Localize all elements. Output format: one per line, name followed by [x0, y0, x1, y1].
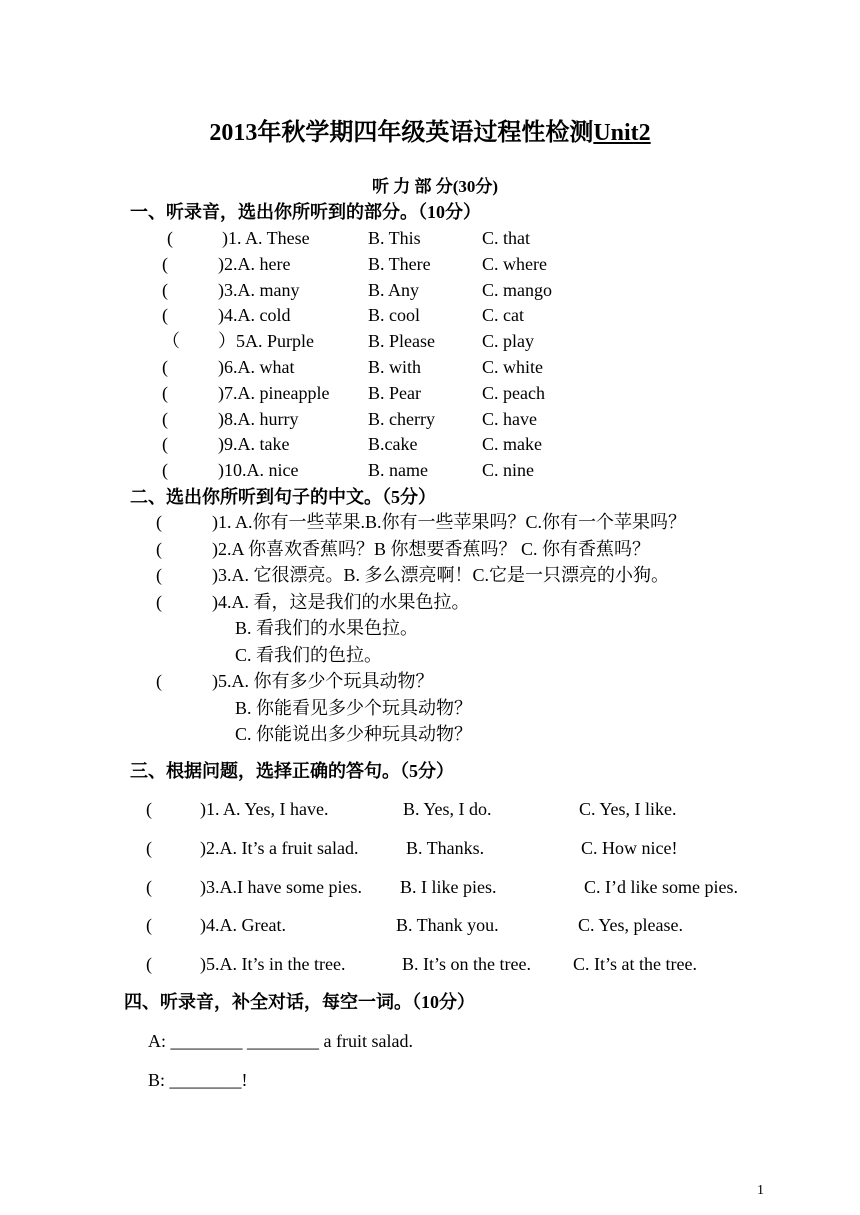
option-b: B. It’s on the tree. [402, 954, 531, 974]
option-c: C. where [482, 254, 547, 274]
option-b: B. Thanks. [406, 838, 485, 858]
answer-paren: ( [162, 434, 168, 454]
option-b: B. name [368, 460, 428, 480]
option-b: B. cool [368, 305, 420, 325]
option-a: )1. A. These [222, 228, 310, 248]
section2-heading: 二、选出你所听到句子的中文。（5分） [130, 487, 436, 507]
option-c: C. make [482, 434, 542, 454]
answer-paren: ( [167, 228, 173, 248]
section1-heading: 一、听录音，选出你所听到的部分。（10分） [130, 202, 481, 222]
option-a: )5.A. It’s in the tree. [200, 954, 346, 974]
answer-paren: ( [146, 838, 152, 858]
answer-paren: ( [146, 877, 152, 897]
option-c: C. I’d like some pies. [584, 877, 738, 897]
option-a: )10.A. nice [218, 460, 299, 480]
answer-paren: ( [146, 954, 152, 974]
option-c: C. peach [482, 383, 545, 403]
option-b: B. There [368, 254, 431, 274]
dialogue-line-a: A: ________ ________ a fruit salad. [148, 1031, 413, 1051]
option-b: B. Please [368, 331, 435, 351]
option-c: C. It’s at the tree. [573, 954, 697, 974]
option-a: )6.A. what [218, 357, 295, 377]
answer-paren: ( [162, 280, 168, 300]
option-c: C. have [482, 409, 537, 429]
answer-paren: ( [156, 592, 162, 612]
page-number: 1 [757, 1183, 764, 1198]
answer-paren: ( [162, 383, 168, 403]
answer-paren: ( [162, 254, 168, 274]
option-b: B. This [368, 228, 421, 248]
option-b: B. cherry [368, 409, 435, 429]
option-a: )9.A. take [218, 434, 290, 454]
answer-paren: ( [146, 915, 152, 935]
answer-paren: ( [156, 512, 162, 532]
option-a: )8.A. hurry [218, 409, 299, 429]
option-c: C. that [482, 228, 530, 248]
title-main: 2013年秋学期四年级英语过程性检测 [209, 120, 594, 146]
option-a: )3.A. many [218, 280, 300, 300]
option-b: B.cake [368, 434, 418, 454]
option-a: )4.A. Great. [200, 915, 286, 935]
answer-paren: ( [162, 357, 168, 377]
option-a: )7.A. pineapple [218, 383, 330, 403]
option-c: C. nine [482, 460, 534, 480]
section3-heading: 三、根据问题，选择正确的答句。（5分） [130, 761, 454, 781]
option-c: C. Yes, I like. [579, 799, 677, 819]
answer-paren: （ [162, 331, 180, 351]
option-b: B. I like pies. [400, 877, 497, 897]
option-b: B. Any [368, 280, 420, 300]
answer-paren: ( [162, 409, 168, 429]
option-c: C. mango [482, 280, 552, 300]
title-unit: Unit2 [593, 120, 651, 146]
option-b: B. with [368, 357, 422, 377]
question-line: )3.A. 它很漂亮。B. 多么漂亮啊！C.它是一只漂亮的小狗。 [212, 565, 670, 585]
answer-paren: ( [146, 799, 152, 819]
option-c: C. cat [482, 305, 524, 325]
option-line: C. 你能说出多少种玩具动物？ [235, 724, 473, 744]
option-line: B. 看我们的水果色拉。 [235, 618, 419, 638]
answer-paren: ( [156, 671, 162, 691]
dialogue-line-b: B: ________! [148, 1070, 248, 1090]
answer-paren: ( [156, 539, 162, 559]
answer-paren: ( [156, 565, 162, 585]
answer-paren: ( [162, 460, 168, 480]
option-c: C. play [482, 331, 534, 351]
option-b: B. Thank you. [396, 915, 499, 935]
question-line: )1. A.你有一些苹果.B.你有一些苹果吗？C.你有一个苹果吗？ [212, 512, 687, 532]
option-a: )3.A.I have some pies. [200, 877, 362, 897]
option-c: C. Yes, please. [578, 915, 684, 935]
option-line: B. 你能看见多少个玩具动物？ [235, 698, 473, 718]
page-title [0, 118, 860, 148]
option-a: ）5A. Purple [218, 331, 314, 351]
option-c: C. white [482, 357, 543, 377]
option-a: )4.A. cold [218, 305, 291, 325]
option-b: B. Yes, I do. [403, 799, 492, 819]
listening-subtitle: 听 力 部 分(30分) [371, 177, 499, 196]
option-line: C. 看我们的色拉。 [235, 645, 383, 665]
question-line: )4.A. 看，这是我们的水果色拉。 [212, 592, 470, 612]
option-a: )1. A. Yes, I have. [200, 799, 329, 819]
option-a: )2.A. It’s a fruit salad. [200, 838, 359, 858]
option-b: B. Pear [368, 383, 421, 403]
option-a: )2.A. here [218, 254, 291, 274]
section4-heading: 四、听录音，补全对话，每空一词。（10分） [124, 992, 475, 1012]
question-line: )2.A 你喜欢香蕉吗？B 你想要香蕉吗？ C. 你有香蕉吗？ [212, 539, 651, 559]
question-line: )5.A. 你有多少个玩具动物？ [212, 671, 434, 691]
option-c: C. How nice! [581, 838, 678, 858]
answer-paren: ( [162, 305, 168, 325]
